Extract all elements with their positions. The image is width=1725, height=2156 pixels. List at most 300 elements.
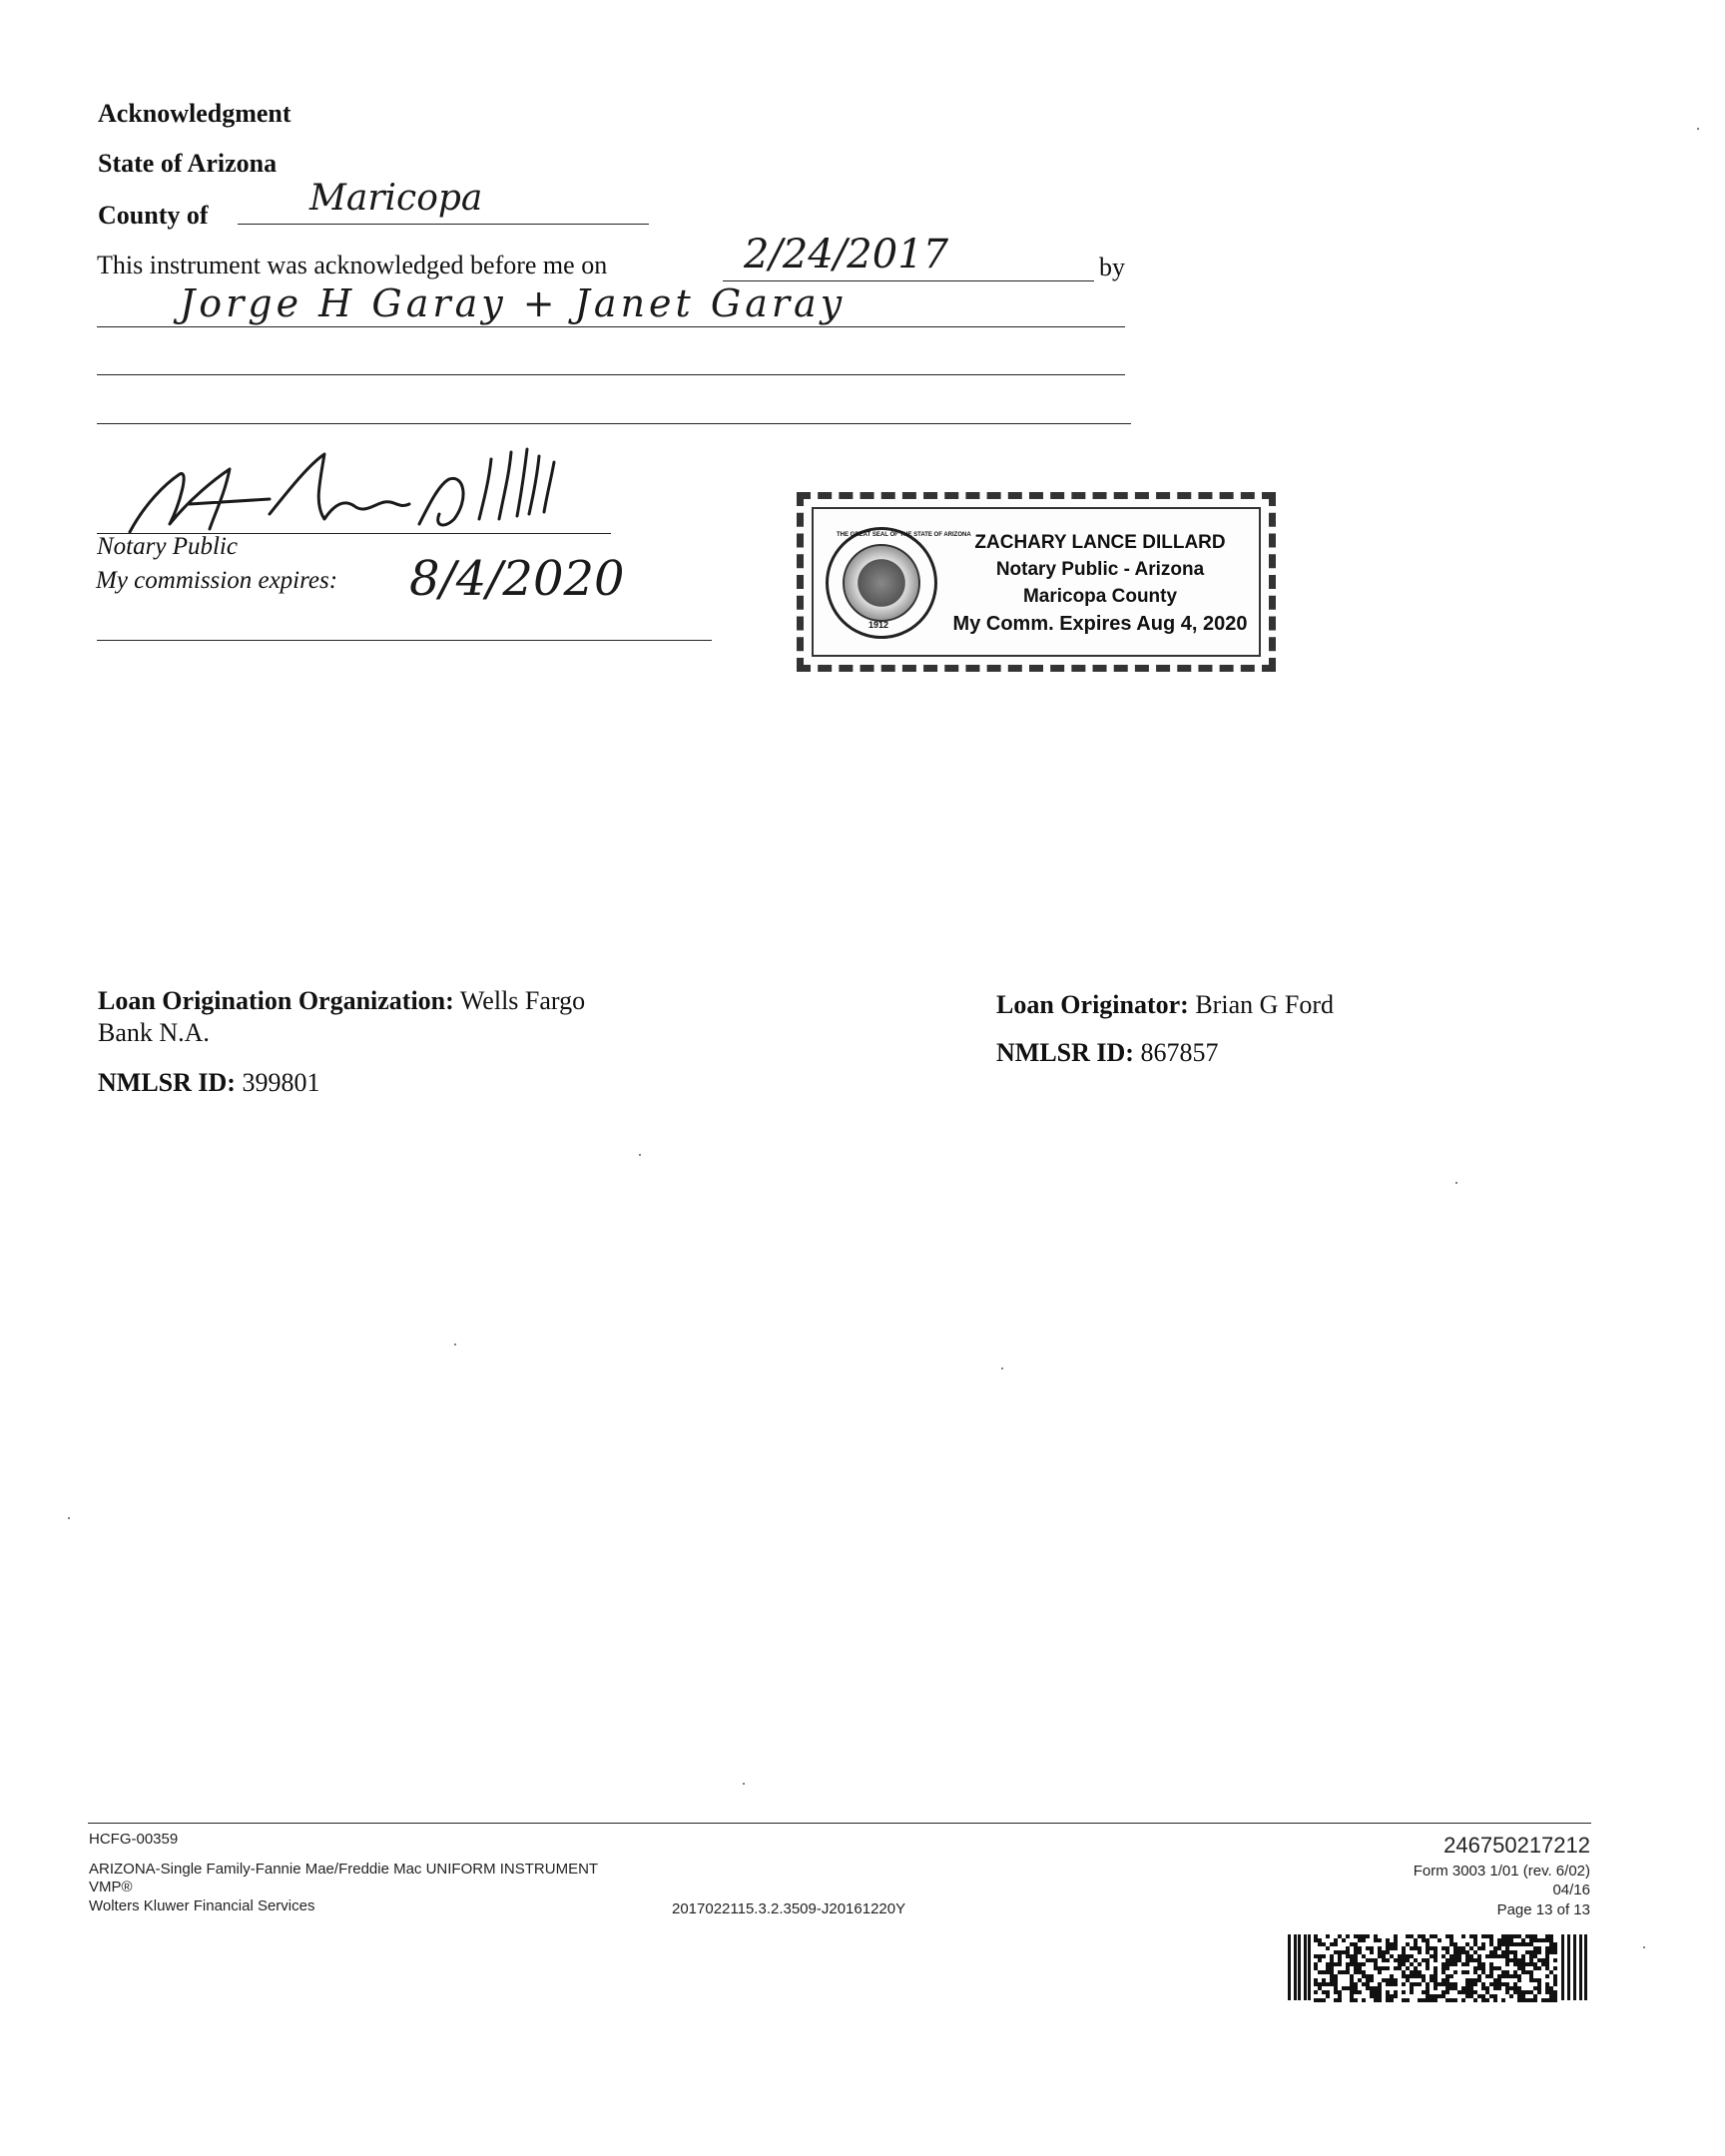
- barcode-module: [1473, 1934, 1477, 1938]
- barcode-module: [1386, 1982, 1390, 1986]
- barcode-module: [1354, 1982, 1358, 1986]
- barcode-module: [1430, 1934, 1434, 1938]
- barcode-module: [1374, 1962, 1378, 1966]
- barcode-module: [1398, 1954, 1402, 1958]
- barcode-module: [1453, 1982, 1457, 1986]
- barcode-module: [1533, 1950, 1537, 1954]
- barcode-module: [1485, 1998, 1489, 2002]
- barcode-module: [1501, 1934, 1505, 1938]
- seal-year: 1912: [868, 620, 889, 630]
- barcode-module: [1374, 1998, 1378, 2002]
- barcode-module: [1326, 1970, 1330, 1974]
- barcode-module: [1473, 1958, 1477, 1962]
- barcode-module: [1378, 1950, 1382, 1954]
- loan-originator-nmlsr-value: 867857: [1140, 1038, 1219, 1067]
- barcode-module: [1382, 1954, 1386, 1958]
- barcode-module: [1354, 1950, 1358, 1954]
- barcode-module: [1453, 1986, 1457, 1990]
- footer-form-title: ARIZONA-Single Family-Fannie Mae/Freddie Mac UNIFORM INSTRUMENT: [89, 1861, 599, 1878]
- barcode-module: [1473, 1990, 1477, 1994]
- barcode-module: [1493, 1966, 1497, 1970]
- barcode-module: [1350, 1990, 1354, 1994]
- barcode-module: [1521, 1938, 1525, 1942]
- barcode-module: [1485, 1934, 1489, 1938]
- loan-org-label: Loan Origination Organization:: [98, 986, 454, 1015]
- barcode-module: [1386, 1946, 1390, 1950]
- barcode-module: [1465, 1950, 1469, 1954]
- barcode-module: [1390, 1982, 1394, 1986]
- barcode-module: [1517, 1974, 1521, 1978]
- barcode-module: [1330, 1970, 1334, 1974]
- barcode-module: [1330, 1954, 1334, 1958]
- acknowledged-date-value: 2/24/2017: [744, 232, 949, 277]
- barcode-module: [1509, 1950, 1513, 1954]
- barcode-module: [1445, 1978, 1449, 1982]
- barcode-module: [1434, 1998, 1438, 2002]
- barcode-module: [1362, 1954, 1366, 1958]
- barcode-module: [1378, 1938, 1382, 1942]
- barcode-module: [1334, 1978, 1338, 1982]
- barcode-module: [1334, 1942, 1338, 1946]
- loan-org-nmlsr: [98, 1068, 319, 1098]
- barcode-module: [1394, 1966, 1398, 1970]
- barcode-module: [1434, 1994, 1438, 1998]
- barcode-module: [1362, 1982, 1366, 1986]
- barcode-module: [1374, 1994, 1378, 1998]
- barcode-module: [1342, 1970, 1346, 1974]
- barcode-module: [1469, 1954, 1473, 1958]
- barcode-module: [1545, 1934, 1549, 1938]
- barcode-module: [1549, 1934, 1553, 1938]
- barcode-module: [1501, 1982, 1505, 1986]
- barcode-module: [1314, 1966, 1318, 1970]
- barcode-module: [1378, 1990, 1382, 1994]
- barcode-module: [1418, 1962, 1422, 1966]
- footer-rule: [88, 1823, 1591, 1824]
- barcode-module: [1465, 1970, 1469, 1974]
- barcode-module: [1513, 1934, 1517, 1938]
- barcode-module: [1288, 1934, 1291, 2000]
- barcode-module: [1426, 1966, 1430, 1970]
- barcode-module: [1477, 1946, 1481, 1950]
- scan-speck: [1001, 1367, 1003, 1369]
- barcode-module: [1354, 1954, 1358, 1958]
- barcode-module: [1457, 1958, 1461, 1962]
- barcode-module: [1517, 1978, 1521, 1982]
- barcode-module: [1418, 1974, 1422, 1978]
- barcode-module: [1477, 1966, 1481, 1970]
- barcode-module: [1298, 1934, 1301, 2000]
- barcode-module: [1330, 1962, 1334, 1966]
- barcode-module: [1453, 1970, 1457, 1974]
- barcode-module: [1386, 1938, 1390, 1942]
- barcode-module: [1445, 1962, 1449, 1966]
- barcode-module: [1453, 1950, 1457, 1954]
- barcode-module: [1513, 1982, 1517, 1986]
- barcode-module: [1521, 1990, 1525, 1994]
- barcode-module: [1545, 1966, 1549, 1970]
- county-handwritten-value: Maricopa: [309, 178, 483, 219]
- barcode-module: [1366, 1958, 1370, 1962]
- barcode-module: [1422, 1958, 1426, 1962]
- barcode-module: [1465, 1986, 1469, 1990]
- scan-speck: [1455, 1182, 1457, 1184]
- barcode-module: [1545, 1938, 1549, 1942]
- barcode-module: [1461, 1970, 1465, 1974]
- barcode-module: [1378, 1986, 1382, 1990]
- barcode-module: [1485, 1986, 1489, 1990]
- barcode-module: [1497, 1942, 1501, 1946]
- barcode-module: [1529, 1978, 1533, 1982]
- barcode-module: [1322, 1954, 1326, 1958]
- barcode-module: [1314, 1938, 1318, 1942]
- barcode-module: [1326, 1994, 1330, 1998]
- barcode-module: [1525, 1998, 1529, 2002]
- barcode-module: [1346, 1946, 1350, 1950]
- barcode-module: [1481, 1942, 1485, 1946]
- barcode-module: [1461, 1950, 1465, 1954]
- barcode-module: [1386, 1994, 1390, 1998]
- stamp-expiration-line: My Comm. Expires Aug 4, 2020: [952, 613, 1248, 635]
- barcode-module: [1509, 1934, 1513, 1938]
- barcode-module: [1398, 1962, 1402, 1966]
- barcode-module: [1370, 1958, 1374, 1962]
- barcode-module: [1477, 1958, 1481, 1962]
- barcode-module: [1465, 1954, 1469, 1958]
- barcode-module: [1445, 1982, 1449, 1986]
- barcode-module: [1469, 1982, 1473, 1986]
- commission-expires-label: My commission expires:: [96, 567, 338, 594]
- barcode-module: [1294, 1934, 1297, 2000]
- barcode-module: [1350, 1986, 1354, 1990]
- barcode-module: [1330, 1978, 1334, 1982]
- barcode-module: [1489, 1974, 1493, 1978]
- barcode-module: [1382, 1966, 1386, 1970]
- barcode-module: [1366, 1946, 1370, 1950]
- barcode-module: [1529, 1938, 1533, 1942]
- seal-text: THE GREAT SEAL OF THE STATE OF ARIZONA: [837, 532, 971, 538]
- barcode-module: [1346, 1950, 1350, 1954]
- barcode-module: [1422, 1974, 1426, 1978]
- barcode-module: [1441, 1994, 1445, 1998]
- barcode-module: [1402, 1990, 1406, 1994]
- barcode-module: [1414, 1946, 1418, 1950]
- barcode-module: [1358, 1966, 1362, 1970]
- barcode-module: [1354, 1946, 1358, 1950]
- barcode-module: [1318, 1958, 1322, 1962]
- barcode-module: [1426, 1958, 1430, 1962]
- barcode-module: [1334, 1974, 1338, 1978]
- barcode-module: [1481, 1966, 1485, 1970]
- barcode-module: [1545, 1986, 1549, 1990]
- barcode-module: [1481, 1946, 1485, 1950]
- barcode-module: [1521, 1962, 1525, 1966]
- barcode-module: [1533, 1938, 1537, 1942]
- barcode-module: [1533, 1962, 1537, 1966]
- barcode-module: [1322, 1942, 1326, 1946]
- barcode-module: [1402, 1998, 1406, 2002]
- barcode-module: [1441, 1990, 1445, 1994]
- barcode-module: [1330, 1942, 1334, 1946]
- barcode-module: [1497, 1982, 1501, 1986]
- barcode-module: [1430, 1978, 1434, 1982]
- barcode-module: [1406, 1966, 1410, 1970]
- barcode-module: [1453, 1958, 1457, 1962]
- loan-originator: [996, 990, 1334, 1020]
- barcode-module: [1469, 1994, 1473, 1998]
- barcode-module: [1441, 1962, 1445, 1966]
- barcode-module: [1318, 1954, 1322, 1958]
- barcode-module: [1573, 1934, 1576, 2000]
- barcode-module: [1445, 1966, 1449, 1970]
- barcode-module: [1430, 1994, 1434, 1998]
- barcode-module: [1513, 1990, 1517, 1994]
- barcode-module: [1314, 1954, 1318, 1958]
- barcode-module: [1314, 1978, 1318, 1982]
- barcode-module: [1394, 1938, 1398, 1942]
- barcode-module: [1493, 1994, 1497, 1998]
- barcode-module: [1481, 1982, 1485, 1986]
- barcode-module: [1330, 1958, 1334, 1962]
- barcode-module: [1549, 1990, 1553, 1994]
- barcode-module: [1394, 1978, 1398, 1982]
- barcode-module: [1481, 1994, 1485, 1998]
- barcode-module: [1553, 1990, 1557, 1994]
- barcode-module: [1545, 1950, 1549, 1954]
- barcode-module: [1362, 1938, 1366, 1942]
- barcode-module: [1441, 1946, 1445, 1950]
- barcode-module: [1350, 1998, 1354, 2002]
- barcode-module: [1493, 1946, 1497, 1950]
- barcode-module: [1326, 1982, 1330, 1986]
- barcode-module: [1338, 1950, 1342, 1954]
- barcode-module: [1338, 1970, 1342, 1974]
- barcode-module: [1414, 1938, 1418, 1942]
- barcode-module: [1465, 1990, 1469, 1994]
- barcode-module: [1525, 1962, 1529, 1966]
- barcode-module: [1449, 1954, 1453, 1958]
- barcode-module: [1517, 1958, 1521, 1962]
- loan-org-nmlsr-value: 399801: [242, 1068, 320, 1097]
- barcode-module: [1545, 1954, 1549, 1958]
- barcode-module: [1418, 1934, 1422, 1938]
- barcode-module: [1422, 1938, 1426, 1942]
- barcode-module: [1374, 1990, 1378, 1994]
- barcode-module: [1426, 1942, 1430, 1946]
- loan-originator-value: Brian G Ford: [1195, 990, 1335, 1019]
- instrument-acknowledged-text: This instrument was acknowledged before me on: [97, 251, 608, 279]
- barcode-module: [1481, 1934, 1485, 1938]
- footer-publisher: Wolters Kluwer Financial Services: [89, 1897, 315, 1914]
- barcode-module: [1342, 1986, 1346, 1990]
- barcode-module: [1505, 1938, 1509, 1942]
- barcode-module: [1493, 1950, 1497, 1954]
- barcode-module: [1537, 1950, 1541, 1954]
- barcode-module: [1477, 1978, 1481, 1982]
- barcode-module: [1318, 1938, 1322, 1942]
- barcode-module: [1509, 1994, 1513, 1998]
- barcode-module: [1362, 1974, 1366, 1978]
- barcode-module: [1318, 1982, 1322, 1986]
- barcode-module: [1529, 1990, 1533, 1994]
- barcode-module: [1426, 1962, 1430, 1966]
- barcode-module: [1553, 1946, 1557, 1950]
- barcode-module: [1584, 1934, 1587, 2000]
- barcode-module: [1553, 1998, 1557, 2002]
- barcode-module: [1406, 1954, 1410, 1958]
- barcode-module: [1358, 1978, 1362, 1982]
- barcode-module: [1434, 1982, 1438, 1986]
- barcode-module: [1517, 1962, 1521, 1966]
- barcode-module: [1445, 1998, 1449, 2002]
- barcode-module: [1314, 1998, 1318, 2002]
- barcode-module: [1386, 1966, 1390, 1970]
- barcode-module: [1461, 1986, 1465, 1990]
- barcode-module: [1469, 1978, 1473, 1982]
- barcode-module: [1509, 1986, 1513, 1990]
- barcode-module: [1378, 1966, 1382, 1970]
- barcode-module: [1449, 1998, 1453, 2002]
- barcode-module: [1461, 1934, 1465, 1938]
- barcode-module: [1346, 1966, 1350, 1970]
- barcode-module: [1366, 1974, 1370, 1978]
- barcode-module: [1553, 1958, 1557, 1962]
- barcode-module: [1517, 1994, 1521, 1998]
- barcode-module: [1406, 1978, 1410, 1982]
- barcode-module: [1350, 1962, 1354, 1966]
- barcode-module: [1497, 1946, 1501, 1950]
- barcode-module: [1322, 1970, 1326, 1974]
- barcode-module: [1509, 1958, 1513, 1962]
- barcode-module: [1346, 1962, 1350, 1966]
- barcode-module: [1449, 1962, 1453, 1966]
- barcode-module: [1533, 1986, 1537, 1990]
- barcode-module: [1553, 1982, 1557, 1986]
- barcode-module: [1370, 1974, 1374, 1978]
- barcode-module: [1505, 1986, 1509, 1990]
- barcode-module: [1374, 1934, 1378, 1938]
- barcode-module: [1453, 1942, 1457, 1946]
- barcode-module: [1402, 1946, 1406, 1950]
- barcode-module: [1545, 1974, 1549, 1978]
- barcode-module: [1533, 1978, 1537, 1982]
- barcode-module: [1469, 1946, 1473, 1950]
- barcode-module: [1497, 1954, 1501, 1958]
- barcode-module: [1326, 1962, 1330, 1966]
- barcode-module: [1477, 1994, 1481, 1998]
- barcode-module: [1318, 1942, 1322, 1946]
- barcode-module: [1497, 1938, 1501, 1942]
- barcode-module: [1338, 1958, 1342, 1962]
- barcode-module: [1537, 1966, 1541, 1970]
- barcode-module: [1334, 1986, 1338, 1990]
- barcode-module: [1481, 1970, 1485, 1974]
- barcode-module: [1541, 1958, 1545, 1962]
- barcode-module: [1529, 1954, 1533, 1958]
- scan-speck: [68, 1517, 70, 1519]
- barcode-module: [1513, 1962, 1517, 1966]
- barcode-module: [1493, 1998, 1497, 2002]
- barcode-module: [1346, 1986, 1350, 1990]
- barcode-module: [1330, 1966, 1334, 1970]
- barcode: [1288, 1934, 1587, 2000]
- barcode-module: [1545, 1982, 1549, 1986]
- barcode-module: [1517, 1966, 1521, 1970]
- barcode-module: [1414, 1958, 1418, 1962]
- barcode-module: [1529, 1942, 1533, 1946]
- barcode-module: [1438, 1938, 1441, 1942]
- barcode-module: [1541, 1998, 1545, 2002]
- barcode-module: [1402, 1958, 1406, 1962]
- barcode-module: [1390, 1954, 1394, 1958]
- barcode-module: [1545, 1958, 1549, 1962]
- barcode-module: [1553, 1978, 1557, 1982]
- barcode-module: [1334, 1950, 1338, 1954]
- barcode-module: [1386, 1950, 1390, 1954]
- barcode-module: [1390, 1978, 1394, 1982]
- barcode-module: [1438, 1994, 1441, 1998]
- barcode-module: [1422, 1934, 1426, 1938]
- barcode-module: [1485, 1954, 1489, 1958]
- barcode-module: [1434, 1946, 1438, 1950]
- barcode-module: [1358, 1970, 1362, 1974]
- barcode-module: [1505, 1942, 1509, 1946]
- barcode-module: [1505, 1974, 1509, 1978]
- barcode-module: [1549, 1942, 1553, 1946]
- barcode-module: [1509, 1938, 1513, 1942]
- county-label: County of: [98, 201, 209, 230]
- barcode-module: [1493, 1978, 1497, 1982]
- barcode-module: [1497, 1974, 1501, 1978]
- barcode-module: [1533, 1994, 1537, 1998]
- barcode-module: [1402, 1954, 1406, 1958]
- barcode-module: [1453, 1962, 1457, 1966]
- barcode-module: [1370, 1978, 1374, 1982]
- barcode-module: [1426, 1998, 1430, 2002]
- barcode-module: [1318, 1998, 1322, 2002]
- barcode-module: [1350, 1974, 1354, 1978]
- barcode-module: [1493, 1986, 1497, 1990]
- barcode-module: [1366, 1986, 1370, 1990]
- barcode-module: [1513, 1950, 1517, 1954]
- barcode-module: [1529, 1970, 1533, 1974]
- barcode-module: [1410, 1974, 1414, 1978]
- barcode-module: [1398, 1958, 1402, 1962]
- barcode-module: [1426, 1946, 1430, 1950]
- barcode-module: [1322, 1982, 1326, 1986]
- barcode-module: [1338, 1990, 1342, 1994]
- barcode-module: [1402, 1982, 1406, 1986]
- barcode-module: [1308, 1934, 1311, 2000]
- barcode-module: [1354, 1934, 1358, 1938]
- barcode-module: [1338, 1954, 1342, 1958]
- barcode-module: [1541, 1962, 1545, 1966]
- barcode-module: [1517, 1942, 1521, 1946]
- barcode-module: [1358, 1962, 1362, 1966]
- barcode-module: [1505, 1958, 1509, 1962]
- barcode-module: [1441, 1954, 1445, 1958]
- barcode-module: [1382, 1978, 1386, 1982]
- loan-originator-nmlsr: [996, 1038, 1218, 1068]
- barcode-module: [1322, 1990, 1326, 1994]
- barcode-module: [1390, 1974, 1394, 1978]
- stamp-notary-public-line: Notary Public - Arizona: [995, 559, 1205, 580]
- barcode-module: [1374, 1938, 1378, 1942]
- barcode-module: [1525, 1942, 1529, 1946]
- barcode-module: [1398, 1966, 1402, 1970]
- barcode-module: [1465, 1982, 1469, 1986]
- barcode-module: [1366, 1982, 1370, 1986]
